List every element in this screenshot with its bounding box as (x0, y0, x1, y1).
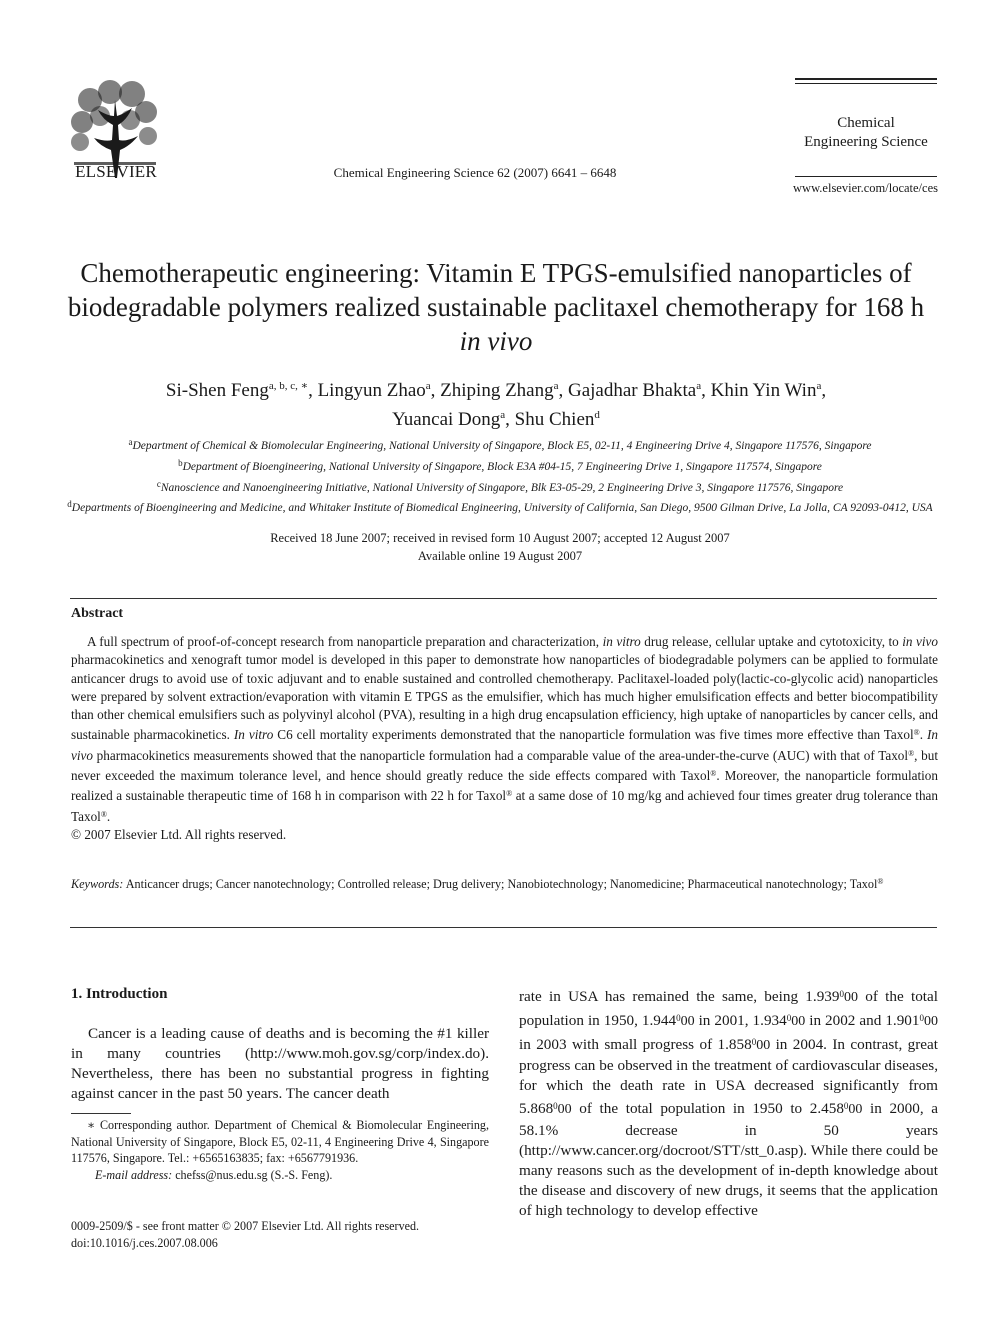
journal-masthead (795, 78, 937, 177)
right-column-text: rate in USA has remained the same, being 1.939$^0$00 of the total population in 1950, 1.944$^0$00 in 2001, 1.934$^0$00 in 2002 and 1.901$^0$00 in 2003 with small progress of 1.858$^0$00 in 2004. In contrast, great progress can be observed in the treatment of cardiovascular diseases, for which the death rate in USA decreased significantly from 5.868$^0$00 of the total population in 1950 to 2.458$^0$00 in 2000, a 58.1% decrease in 50 years (http://www.cancer.org/docroot/STT/stt_0.asp). While there could be many reasons such as the development of in-depth knowledge about the disease and discovery of new drugs, it seems that the application of high technology to develop effective (519, 988, 938, 1219)
author-name: Yuancai Dong (392, 409, 501, 430)
author-name: Zhiping Zhang (440, 380, 554, 401)
author-list: Si-Shen Feng$^{a, b, c, ∗}$, Lingyun Zhao$^a$, Zhiping Zhang$^a$, Gajadhar Bhakta$^a$, Khin Yin Win$^a$, Yuancai Dong$^a$, Shu Chien$^d$ (165, 380, 827, 430)
copyright: © 2007 Elsevier Ltd. All rights reserved. (71, 826, 287, 842)
email-link[interactable]: chefss@nus.edu.sg (175, 1167, 268, 1182)
corresponding-author-footnote: ∗ Corresponding author. Department of Chemical & Biomolecular Engineering, National University of Singapore, Block E5, 02-11, 4 Engineering Drive 4, Singapore 117576, Singapore. Tel.: +6565163835; fax: +6567791936. E-mail address: chefss@nus.edu.sg (S.-S. Feng). (71, 1118, 489, 1182)
affiliation: $^c$Nanoscience and Nanoengineering Initiative, National University of Singapore, Blk E3-05-29, 2 Engineering Drive 3, Singapore 117576, Singapore (156, 478, 844, 494)
cancer-org-link[interactable]: http://www.cancer.org/docroot/STT/stt_0.asp (524, 1141, 799, 1159)
footnote-rule (71, 1113, 131, 1114)
publisher-name: ELSEVIER (75, 162, 157, 181)
keywords: Keywords: Anticancer drugs; Cancer nanotechnology; Controlled release; Drug delivery; Nanobiotechnology; Nanomedicine; Pharmaceutical nanotechnology; Taxol® (71, 877, 884, 891)
left-column-text: Cancer is a leading cause of deaths and is becoming the #1 killer in many countries (http://www.moh.gov.sg/corp/index.do). Nevertheless, there has been no substantial progress in fighting against cancer in the past 50 years. The cancer death (71, 1025, 489, 1103)
section-heading: 1. Introduction (71, 986, 168, 1002)
affiliations (60, 434, 940, 517)
article-title: Chemotherapeutic engineering: Vitamin E TPGS-emulsified nanoparticles of biodegradable polymers realized sustainable paclitaxel chemotherapy for 168 h in vivo (67, 258, 925, 356)
journal-url-link[interactable]: www.elsevier.com/locate/ces (793, 181, 938, 195)
abstract-body: A full spectrum of proof-of-concept research from nanoparticle preparation and characterization, in vitro drug release, cellular uptake and cytotoxicity, to in vivo pharmacokinetics and xenograft tumor model is developed in this paper to demonstrate how nanoparticles of biodegradable polymers can be applied to formulate anticancer drugs to avoid use of toxic adjuvant and to enable sustained and controlled chemotherapy. Paclitaxel-loaded poly(lactic-co-glycolic acid) nanoparticles were prepared by solvent extraction/evaporation with vitamin E TPGS as the emulsifier, which has much higher emulsification effects and better biocompatibility than other chemical emulsifiers such as polyvinyl alcohol (PVA), resulting in a high drug encapsulation efficiency, high uptake of nanoparticles by cancer cells, and sustainable pharmacokinetics. In vitro C6 cell mortality experiments demonstrated that the nanoparticle formulation was five times more effective than Taxol®. In vivo pharmacokinetics measurements showed that the nanoparticle formulation had a comparable value of the area-under-the-curve (AUC) with that of Taxol®, but never exceeded the maximum tolerance level, and hence should greatly reduce the side effects compared with Taxol®. Moreover, the nanoparticle formulation realized a sustainable therapeutic time of 168 h in comparison with 22 h for Taxol® at a same dose of 10 mg/kg and achieved four times greater drug tolerance than Taxol®. © 2007 Elsevier Ltd. All rights reserved. (71, 633, 938, 844)
author-name: Shu Chien (514, 409, 595, 430)
journal-citation: Chemical Engineering Science 62 (2007) 6641 – 6648 (333, 165, 617, 180)
journal-name: Chemical Engineering Science (804, 115, 928, 150)
doi: doi:10.1016/j.ces.2007.08.006 (71, 1236, 218, 1250)
page-footer (71, 1218, 501, 1252)
author-name: Khin Yin Win (710, 380, 817, 401)
abstract-heading: Abstract (71, 606, 124, 621)
affiliation: $^b$Department of Bioengineering, National University of Singapore, Block E3A #04-15, 7 Engineering Drive 1, Singapore 117574, Singapore (178, 457, 822, 473)
affiliation: $^d$Departments of Bioengineering and Medicine, and Whitaker Institute of Biomedical Engineering, University of California, San Diego, 9500 Gilman Drive, La Jolla, CA 92093-0412, USA (67, 499, 933, 515)
divider (70, 927, 937, 928)
moh-link[interactable]: http://www.moh.gov.sg/corp/index.do (250, 1045, 481, 1063)
article-dates: Received 18 June 2007; received in revised form 10 August 2007; accepted 12 August 2007 Available online 19 August 2007 (270, 531, 730, 563)
author-name: Si-Shen Feng (165, 380, 269, 401)
affiliation: $^a$Department of Chemical & Biomolecular Engineering, National University of Singapore, Block E5, 02-11, 4 Engineering Drive 4, Singapore 117576, Singapore (128, 437, 872, 452)
divider (70, 598, 937, 599)
front-matter-line: 0009-2509/$ - see front matter © 2007 Elsevier Ltd. All rights reserved. (71, 1219, 420, 1233)
author-name: Gajadhar Bhakta (568, 380, 697, 401)
author-name: Lingyun Zhao (317, 380, 426, 401)
